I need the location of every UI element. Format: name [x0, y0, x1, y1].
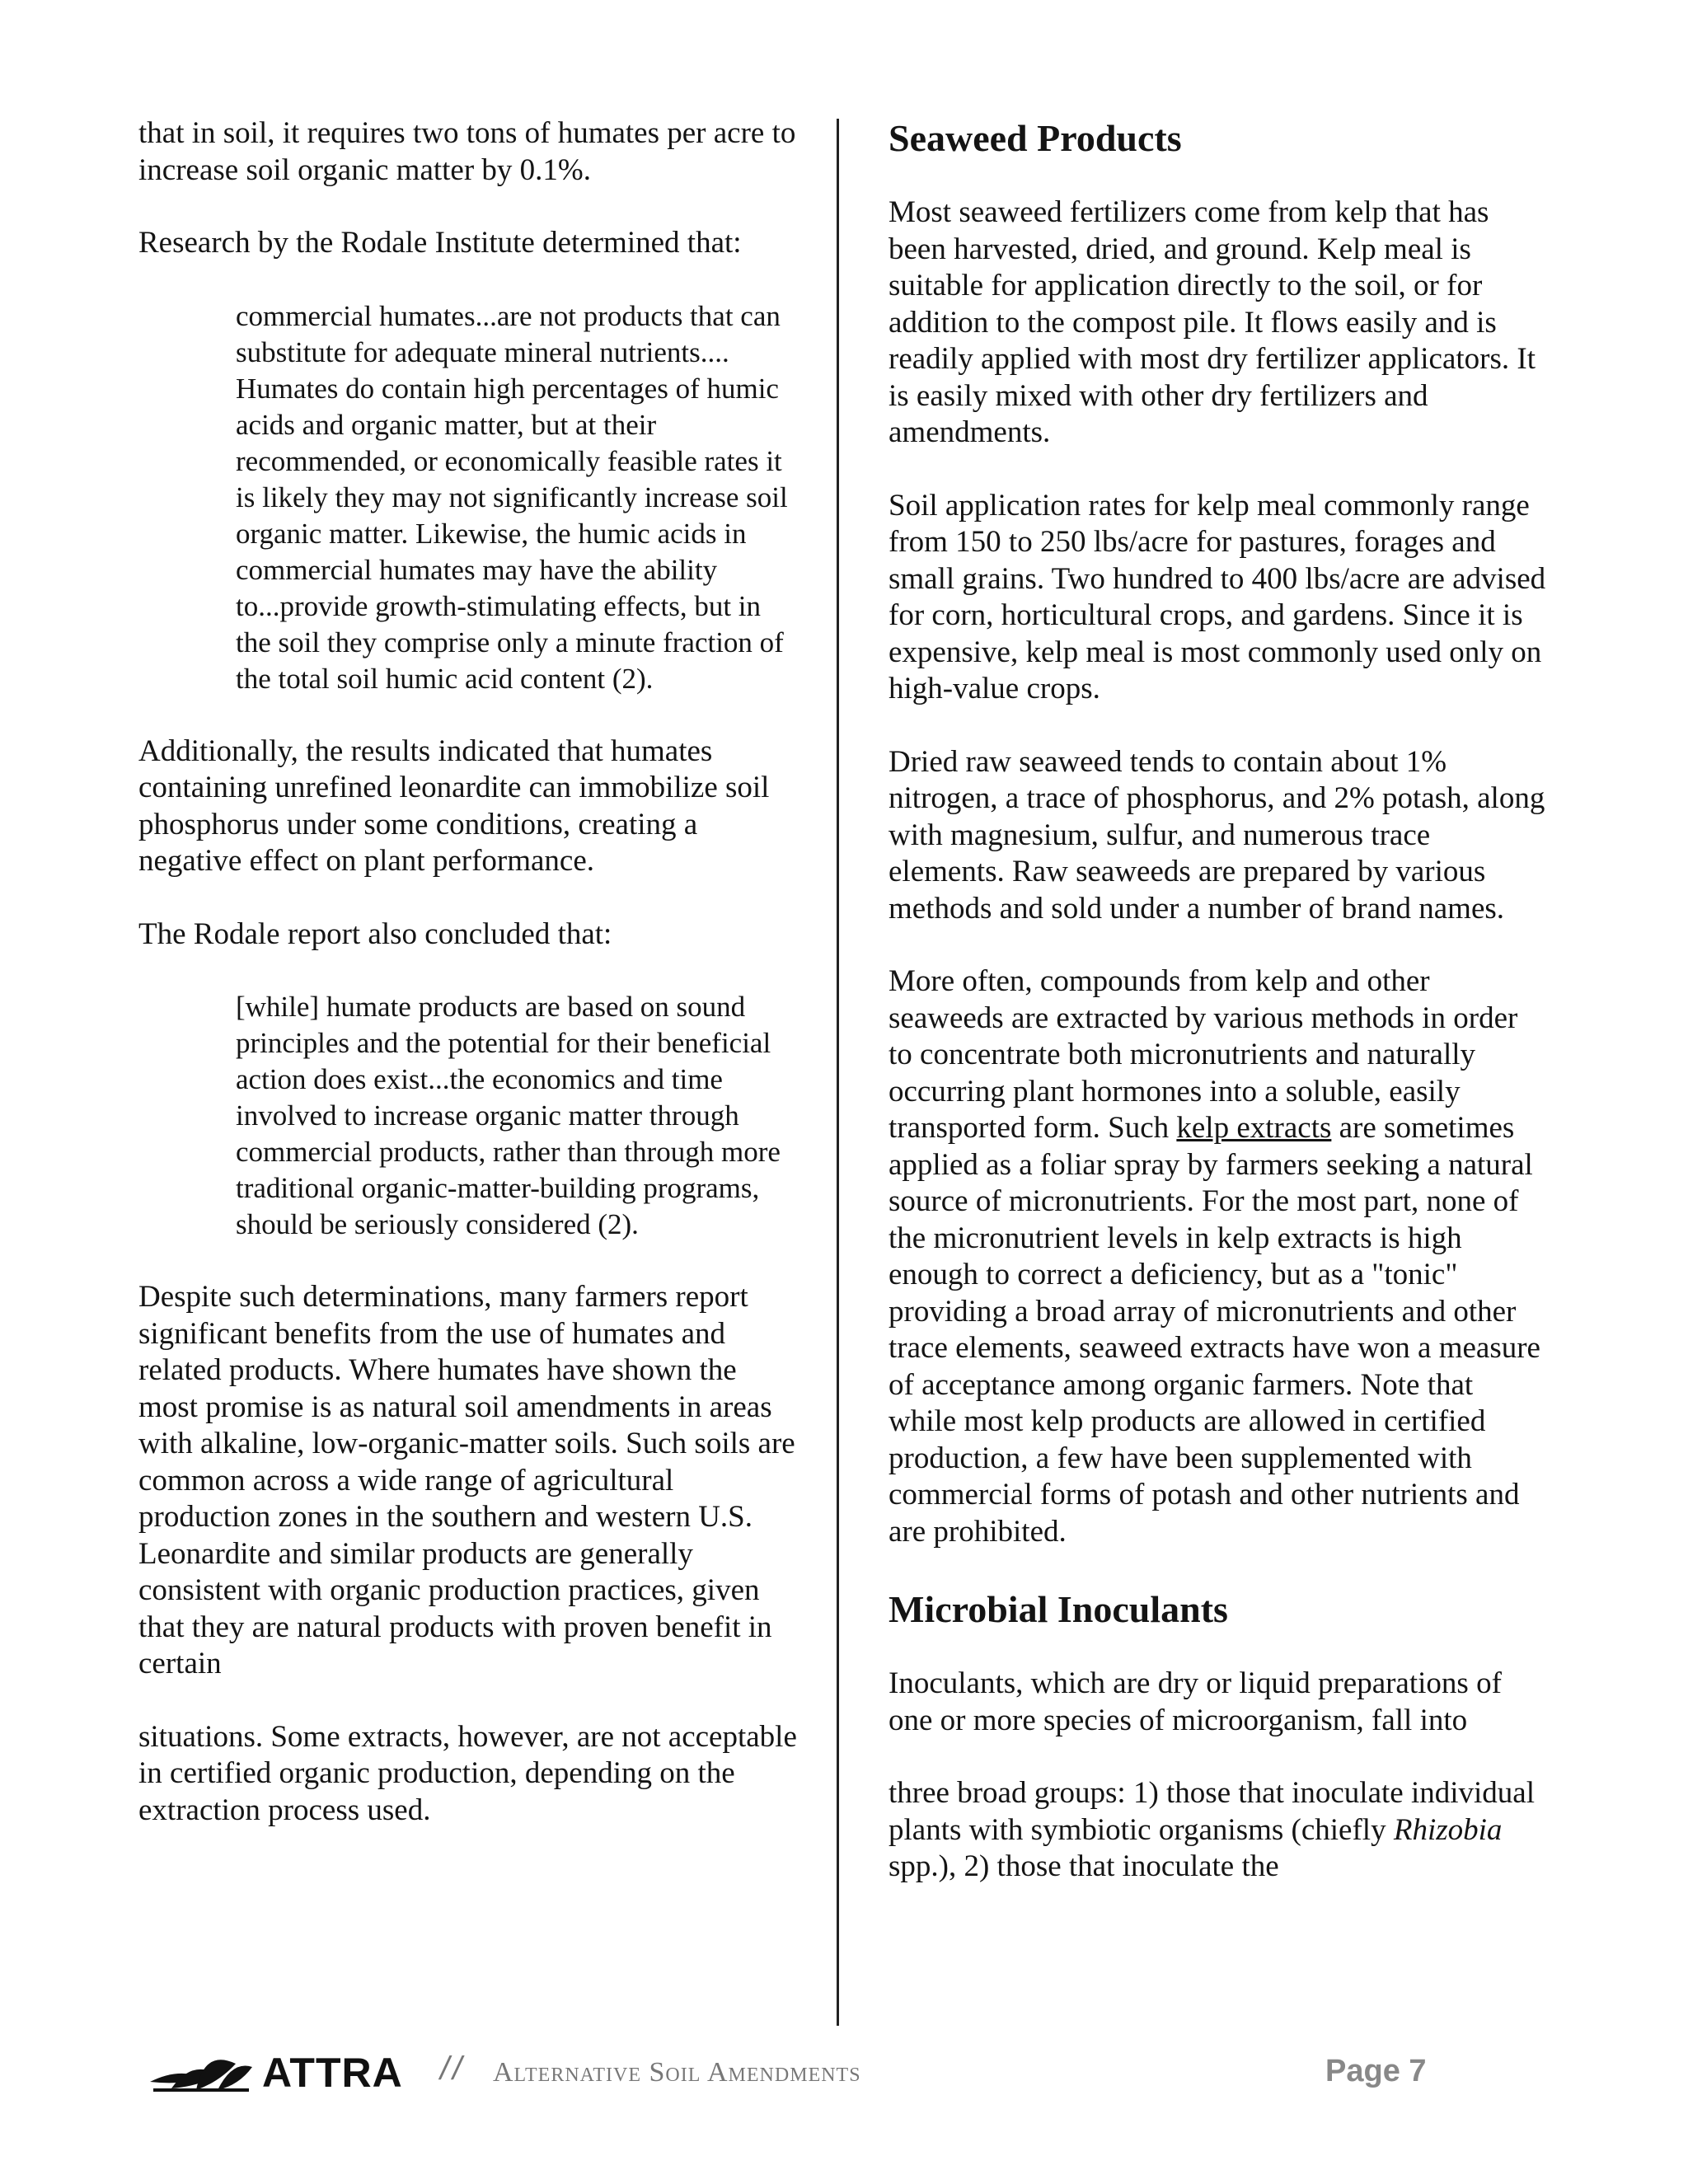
- paragraph: Most seaweed fertilizers come from kelp that has been harvested, dried, and ground. Kelp meal is suitable for application directly to the soil, or for addition to the compost pile. It flows easily and is readily applied with most dry fertilizer applicators. It is easily mixed with other dry fertilizers and amendments.: [889, 195, 1536, 449]
- paragraph: situations. Some extracts, however, are not acceptable in certified organic production, depending on the extraction process used.: [138, 1719, 797, 1827]
- text-span: spp.), 2) those that inoculate the: [889, 1849, 1279, 1883]
- paragraph: The Rodale report also concluded that:: [138, 916, 612, 951]
- text-span: More often, compounds from kelp and other seaweeds are extracted by various methods in order to concentrate both micronutrients and naturally occurring plant hormones into a soluble, easily transported form. Such: [889, 964, 1518, 1145]
- paragraph: Inoculants, which are dry or liquid preparations of one or more species of microorganism, fall into: [889, 1666, 1502, 1737]
- page-number: Page 7: [1325, 2054, 1427, 2088]
- section-heading-seaweed: Seaweed Products: [889, 117, 1182, 159]
- kelp-extracts-link[interactable]: kelp extracts: [1176, 1111, 1332, 1145]
- paragraph: [889, 963, 1548, 1550]
- paragraph: [889, 1775, 1548, 1886]
- right-column: [889, 115, 1548, 1922]
- text-span: are sometimes applied as a foliar spray by farmers seeking a natural source of micronutrients. For the most part, none of the micronutrient levels in kelp extracts is high enough to correct a deficiency, but as a "tonic" providing a broad array of micronutrients and other trace elements, seaweed extracts have won a measure of acceptance among organic farmers. Note that while most kelp products are allowed in certified production, a few have been supplemented with commercial forms of potash and other nutrients and are prohibited.: [889, 1111, 1540, 1549]
- paragraph: Research by the Rodale Institute determined that:: [138, 226, 742, 260]
- text-span: three broad groups: 1) those that inoculate individual plants with symbiotic organisms (chiefly: [889, 1776, 1535, 1847]
- block-quote: [while] humate products are based on sound principles and the potential for their beneficial action does exist...the economics and time involved to increase organic matter through commercial products, rather than through more traditional organic-matter-building programs, should be seriously considered (2).: [236, 991, 781, 1240]
- attra-logo-text: ATTRA: [262, 2050, 403, 2096]
- paragraph: Additionally, the results indicated that humates containing unrefined leonardite can immobilize soil phosphorus under some conditions, creating a negative effect on plant performance.: [138, 733, 770, 878]
- paragraph: Despite such determinations, many farmers report significant benefits from the use of humates and related products. Where humates have shown the most promise is as natural soil amendments in areas with alkaline, low-organic-matter soils. Such soils are common across a wide range of agricultural production zones in the southern and western U.S. Leonardite and similar products are generally consistent with organic production practices, given that they are natural products with proven benefit in certain: [138, 1280, 795, 1680]
- footer-document-title: Alternative Soil Amendments: [493, 2057, 861, 2088]
- attra-leaves-icon: [147, 2042, 254, 2095]
- column-divider: [837, 119, 839, 2026]
- page-footer: [147, 2042, 1432, 2100]
- paragraph: that in soil, it requires two tons of humates per acre to increase soil organic matter by 0.1%.: [138, 116, 796, 187]
- section-heading-microbial: Microbial Inoculants: [889, 1588, 1228, 1630]
- block-quote: commercial humates...are not products that can substitute for adequate mineral nutrients.... Humates do contain high percentages of humic acids and organic matter, but at their recommended, or economically feasible rates it is likely they may not significantly increase soil organic matter. Likewise, the humic acids in commercial humates may have the ability to...provide growth-stimulating effects, but in the soil they comprise only a minute fraction of the total soil humic acid content (2).: [236, 299, 788, 695]
- footer-separator: //: [440, 2050, 466, 2087]
- paragraph: Dried raw seaweed tends to contain about 1% nitrogen, a trace of phosphorus, and 2% potash, along with magnesium, sulfur, and numerous trace elements. Raw seaweeds are prepared by various methods and sold under a number of brand names.: [889, 744, 1545, 926]
- left-column: [138, 115, 798, 1865]
- paragraph: Soil application rates for kelp meal commonly range from 150 to 250 lbs/acre for pastures, forages and small grains. Two hundred to 400 lbs/acre are advised for corn, horticultural crops, and gardens. Since it is expensive, kelp meal is most commonly used only on high-value crops.: [889, 488, 1546, 705]
- italic-term: Rhizobia: [1393, 1812, 1503, 1847]
